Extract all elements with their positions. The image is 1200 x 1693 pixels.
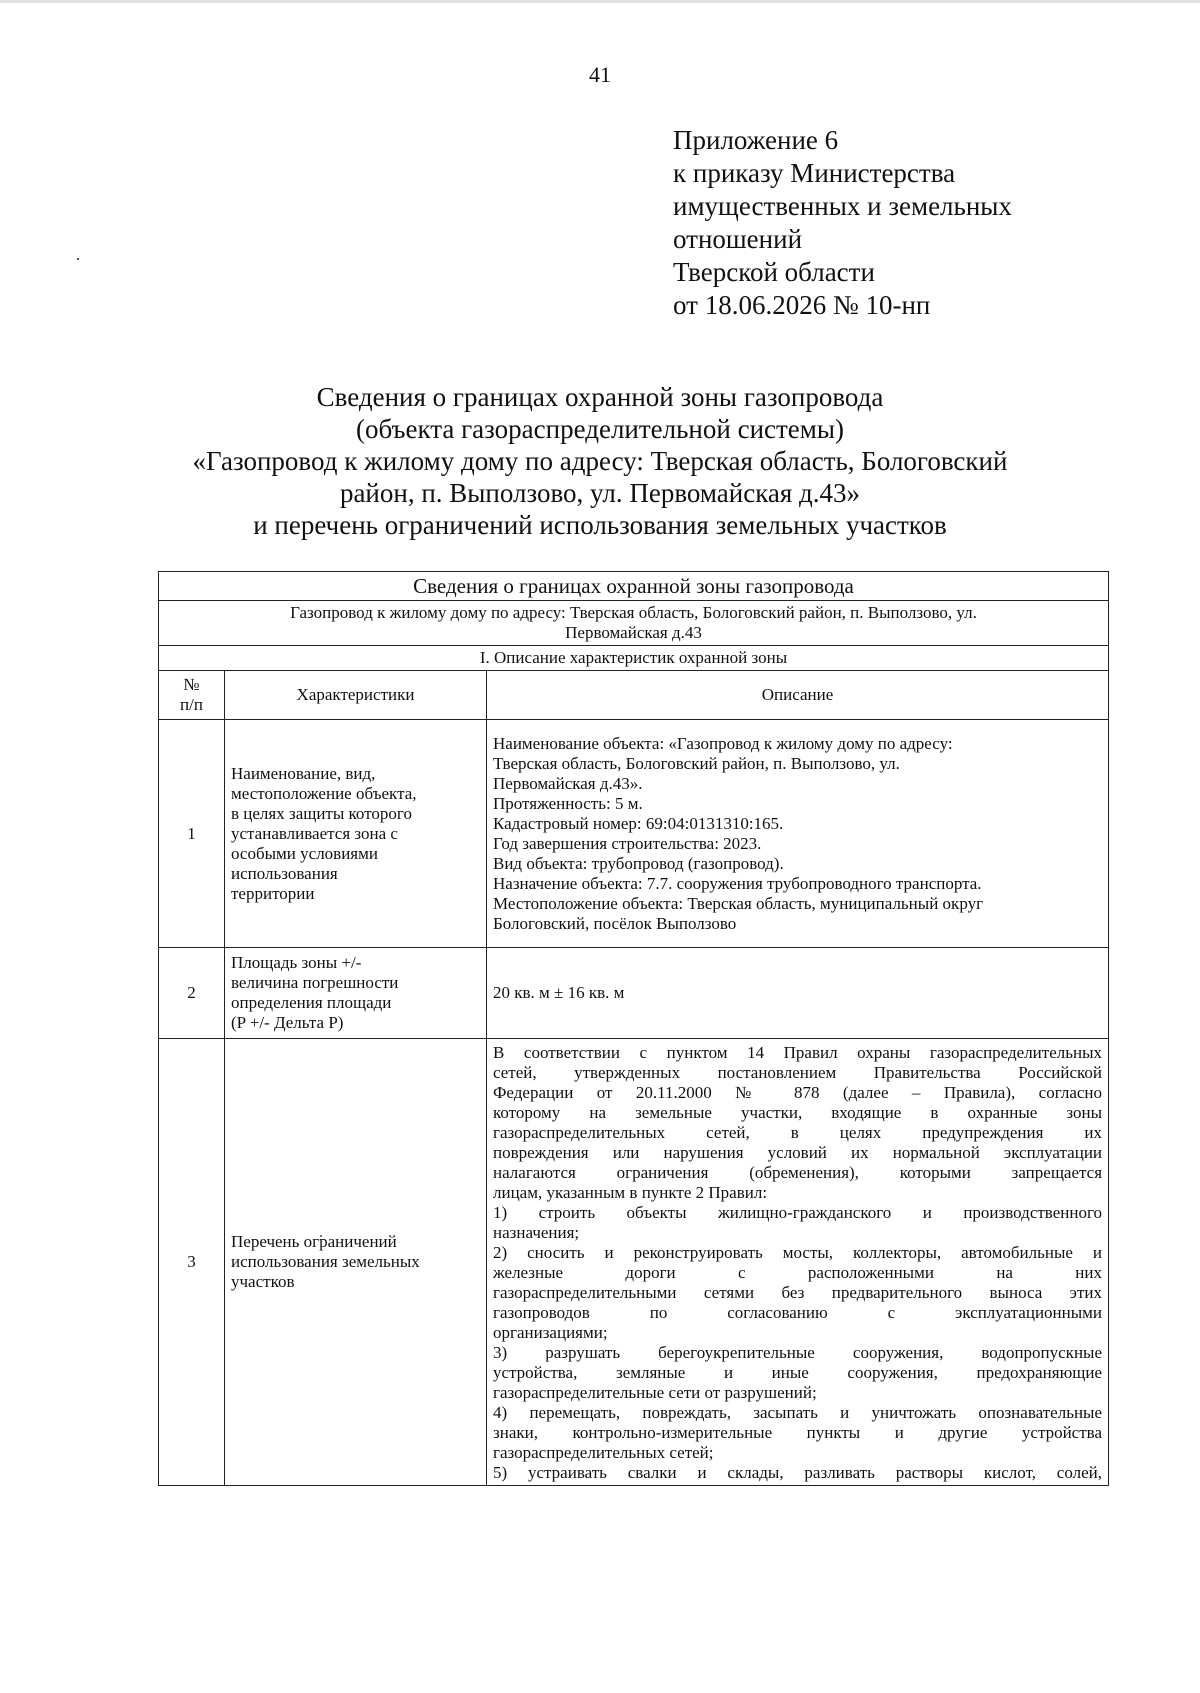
characteristic-line: особыми условиями [231,843,378,863]
description-line: Бологовский, посёлок Выползово [493,913,737,933]
column-header-description: Описание [487,671,1109,720]
subheader-line: Первомайская д.43 [565,623,702,642]
description-line: 5) устраивать свалки и склады, разливать растворы кислот, солей, [493,1463,1103,1482]
description-line: Тверская область, Бологовский район, п. Выползово, ул. [493,753,900,773]
description-line: Кадастровый номер: 69:04:0131310:165. [493,813,784,833]
scan-speck [77,258,79,260]
description-line: Федерации от 20.11.2000 № 878 (далее – Правила), согласно [493,1083,1103,1102]
characteristic-line: в целях защиты которого [231,803,412,823]
description-line: 2) сносить и реконструировать мосты, коллекторы, автомобильные и [493,1243,1103,1262]
description-line: 4) перемещать, повреждать, засыпать и уничтожать опознавательные [493,1403,1103,1422]
description-line: газораспределительные сети от разрушений; [493,1383,817,1402]
characteristic-line: Площадь зоны +/- [231,953,362,972]
description-line: газораспределительных сетей, в целях предупреждения их [493,1123,1103,1142]
title-line: Сведения о границах охранной зоны газопровода [316,382,884,412]
column-header-characteristics: Характеристики [225,671,487,720]
description-line: Назначение объекта: 7.7. сооружения трубопроводного транспорта. [493,873,982,893]
row-characteristic [225,720,487,948]
table-header: Сведения о границах охранной зоны газопровода [159,572,1109,601]
scan-edge [0,0,1200,3]
description-line: которому на земельные участки, входящие в охранные зоны [493,1103,1103,1122]
row-number: 3 [159,1039,225,1486]
title-line: (объекта газораспределительной системы) [355,414,845,444]
row-description [487,1039,1109,1486]
table-row [159,720,1109,948]
characteristic-line: определения площади [231,993,392,1012]
description-line: железные дороги с расположенными на них [493,1263,1103,1282]
characteristic-line: Наименование, вид, [231,763,376,783]
description-line: В соответствии с пунктом 14 Правил охраны газораспределительных [493,1043,1103,1062]
appendix-line: Тверской области [673,257,875,287]
characteristic-line: участков [231,1272,295,1291]
description-line: Первомайская д.43». [493,773,643,793]
description-line: Год завершения строительства: 2023. [493,833,762,853]
characteristic-line: Перечень ограничений [231,1232,397,1251]
table-subheader [159,601,1109,646]
characteristic-line: (P +/- Дельта P) [231,1013,344,1032]
description-line: организациями; [493,1323,608,1342]
row-characteristic [225,1039,487,1486]
row-description [487,720,1109,948]
appendix-line: к приказу Министерства [673,158,956,188]
title-line: и перечень ограничений использования земельных участков [253,510,947,540]
description-line: 1) строить объекты жилищно-гражданского и производственного [493,1203,1103,1222]
description-line: сетей, утвержденных постановлением Правительства Российской [493,1063,1103,1082]
table-row [159,948,1109,1039]
description-line: Местоположение объекта: Тверская область, муниципальный округ [493,893,984,913]
characteristic-line: территории [231,883,315,903]
description-line: газораспределительными сетями без предварительного выноса этих [493,1283,1103,1302]
description-line: Вид объекта: трубопровод (газопровод). [493,853,784,873]
characteristic-line: местоположение объекта, [231,783,417,803]
description-line: Протяженность: 5 м. [493,793,643,813]
description-line: устройства, земляные и иные сооружения, предохраняющие [493,1363,1103,1382]
document-title [150,381,1050,541]
column-header-line: п/п [180,695,203,714]
appendix-line: Приложение 6 [673,125,839,155]
column-header-line: № [183,675,200,694]
description-line: повреждения или нарушения условий их нормальной эксплуатации [493,1143,1103,1162]
row-description [487,948,1109,1039]
description-line: 3) разрушать берегоукрепительные сооружения, водопропускные [493,1343,1103,1362]
characteristic-line: использования земельных [231,1252,420,1271]
row-number: 2 [159,948,225,1039]
section-title: I. Описание характеристик охранной зоны [159,646,1109,671]
description-line: налагаются ограничения (обременения), которыми запрещается [493,1163,1103,1182]
description-line: лицам, указанным в пункте 2 Правил: [493,1183,768,1202]
appendix-block [673,124,1133,322]
row-number: 1 [159,720,225,948]
description-line: газопроводов по согласованию с эксплуатационными [493,1303,1103,1322]
characteristic-line: устанавливается зона с [231,823,398,843]
description-line: 20 кв. м ± 16 кв. м [493,983,625,1002]
title-line: «Газопровод к жилому дому по адресу: Тверская область, Бологовский [192,446,1008,476]
appendix-line: от 18.06.2026 № 10-нп [673,290,931,320]
description-line: назначения; [493,1223,580,1242]
appendix-line: имущественных и земельных [673,191,1012,221]
zone-table [158,571,1109,1486]
table-row [159,1039,1109,1486]
description-line: Наименование объекта: «Газопровод к жилому дому по адресу: [493,733,953,753]
appendix-line: отношений [673,224,803,254]
subheader-line: Газопровод к жилому дому по адресу: Тверская область, Бологовский район, п. Выползово, ул. [290,603,977,622]
row-characteristic [225,948,487,1039]
page-number: 41 [589,62,611,87]
description-line: знаки, контрольно-измерительные пункты и другие устройства [493,1423,1103,1442]
characteristic-line: использования [231,863,338,883]
column-header-number [159,671,225,720]
title-line: район, п. Выползово, ул. Первомайская д.43» [339,478,861,508]
characteristic-line: величина погрешности [231,973,399,992]
description-line: газораспределительных сетей; [493,1443,714,1462]
